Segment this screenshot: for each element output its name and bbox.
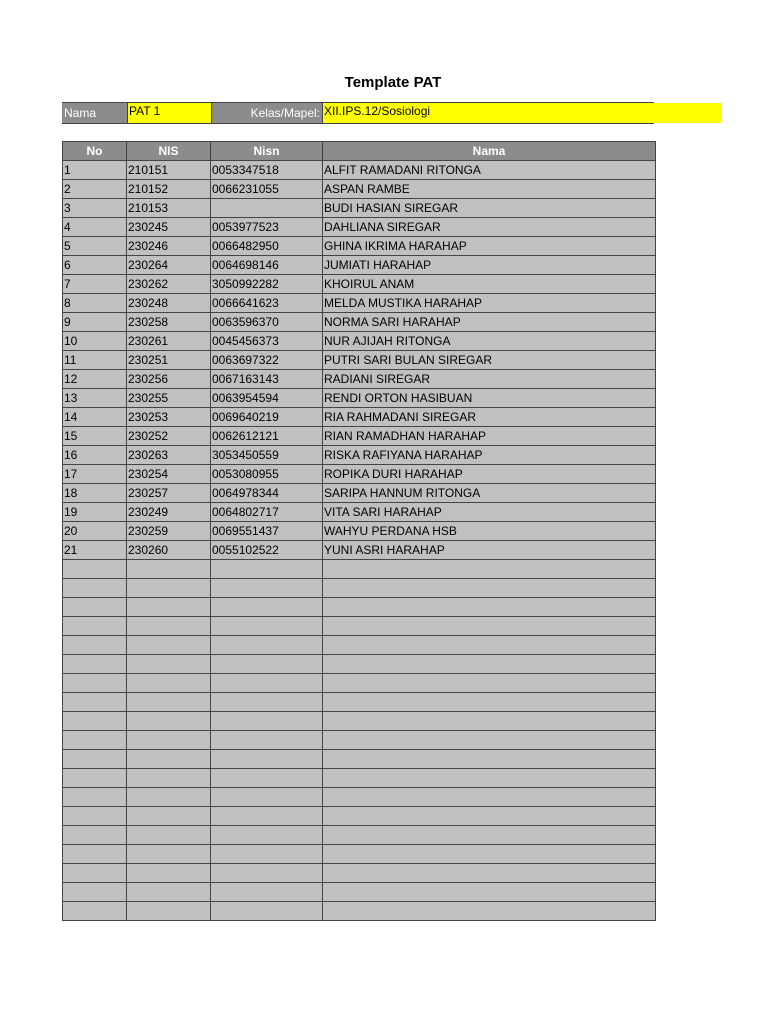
cell-no[interactable]: 14: [63, 408, 127, 427]
cell-nisn[interactable]: [211, 560, 323, 579]
cell-no[interactable]: [63, 693, 127, 712]
table-row: [63, 598, 656, 617]
cell-nama[interactable]: GHINA IKRIMA HARAHAP: [323, 237, 656, 256]
cell-nama[interactable]: [323, 864, 656, 883]
cell-nama[interactable]: [323, 655, 656, 674]
cell-nisn[interactable]: [211, 807, 323, 826]
cell-no[interactable]: [63, 674, 127, 693]
cell-nama[interactable]: [323, 560, 656, 579]
cell-no[interactable]: [63, 731, 127, 750]
cell-nama[interactable]: ALFIT RAMADANI RITONGA: [323, 161, 656, 180]
cell-nis[interactable]: [127, 883, 211, 902]
cell-nisn[interactable]: [211, 598, 323, 617]
cell-no[interactable]: [63, 883, 127, 902]
cell-nisn[interactable]: [211, 674, 323, 693]
cell-nis[interactable]: 210153: [127, 199, 211, 218]
table-row: [63, 883, 656, 902]
table-row: [63, 275, 656, 294]
table-row: [63, 427, 656, 446]
table-row: [63, 313, 656, 332]
cell-nama[interactable]: VITA SARI HARAHAP: [323, 503, 656, 522]
cell-nisn[interactable]: 0063954594: [211, 389, 323, 408]
cell-no[interactable]: [63, 826, 127, 845]
cell-nis[interactable]: [127, 693, 211, 712]
cell-nisn[interactable]: [211, 655, 323, 674]
cell-no[interactable]: 20: [63, 522, 127, 541]
cell-nisn[interactable]: 0063697322: [211, 351, 323, 370]
cell-no[interactable]: 4: [63, 218, 127, 237]
cell-nisn[interactable]: 0066641623: [211, 294, 323, 313]
cell-nisn[interactable]: [211, 902, 323, 921]
cell-nisn[interactable]: [211, 617, 323, 636]
cell-nama[interactable]: PUTRI SARI BULAN SIREGAR: [323, 351, 656, 370]
cell-nisn[interactable]: 0069640219: [211, 408, 323, 427]
cell-nis[interactable]: [127, 731, 211, 750]
table-row: [63, 294, 656, 313]
cell-nisn[interactable]: 0053347518: [211, 161, 323, 180]
cell-no[interactable]: [63, 636, 127, 655]
cell-nis[interactable]: 230258: [127, 313, 211, 332]
cell-nama[interactable]: RISKA RAFIYANA HARAHAP: [323, 446, 656, 465]
cell-no[interactable]: [63, 788, 127, 807]
cell-nis[interactable]: 230256: [127, 370, 211, 389]
cell-nisn[interactable]: [211, 693, 323, 712]
cell-nisn[interactable]: 0064978344: [211, 484, 323, 503]
cell-nisn[interactable]: [211, 712, 323, 731]
cell-nis[interactable]: [127, 845, 211, 864]
cell-nis[interactable]: [127, 807, 211, 826]
table-row: [63, 351, 656, 370]
cell-nama[interactable]: [323, 883, 656, 902]
cell-no[interactable]: [63, 655, 127, 674]
cell-nisn[interactable]: 0069551437: [211, 522, 323, 541]
cell-nis[interactable]: 210152: [127, 180, 211, 199]
cell-nis[interactable]: 230260: [127, 541, 211, 560]
cell-no[interactable]: 18: [63, 484, 127, 503]
table-row: [63, 199, 656, 218]
cell-nis[interactable]: [127, 636, 211, 655]
table-body: [63, 161, 656, 921]
cell-nisn[interactable]: 0066231055: [211, 180, 323, 199]
table-row: [63, 826, 656, 845]
cell-no[interactable]: [63, 769, 127, 788]
kelas-mapel-label: Kelas/Mapel:: [211, 103, 322, 123]
cell-nisn[interactable]: [211, 826, 323, 845]
cell-no[interactable]: 2: [63, 180, 127, 199]
cell-no[interactable]: 6: [63, 256, 127, 275]
table-header-row: [63, 142, 656, 161]
cell-nisn[interactable]: 0053977523: [211, 218, 323, 237]
cell-nis[interactable]: [127, 617, 211, 636]
cell-no[interactable]: [63, 560, 127, 579]
cell-nama[interactable]: NUR AJIJAH RITONGA: [323, 332, 656, 351]
table-row: [63, 522, 656, 541]
cell-nisn[interactable]: 0067163143: [211, 370, 323, 389]
cell-nisn[interactable]: 0064698146: [211, 256, 323, 275]
cell-no[interactable]: [63, 579, 127, 598]
cell-nis[interactable]: [127, 712, 211, 731]
cell-nama[interactable]: SARIPA HANNUM RITONGA: [323, 484, 656, 503]
cell-nama[interactable]: NORMA SARI HARAHAP: [323, 313, 656, 332]
cell-nisn[interactable]: 0066482950: [211, 237, 323, 256]
cell-no[interactable]: 12: [63, 370, 127, 389]
cell-nama[interactable]: MELDA MUSTIKA HARAHAP: [323, 294, 656, 313]
table-row: [63, 617, 656, 636]
cell-nama[interactable]: ROPIKA DURI HARAHAP: [323, 465, 656, 484]
table-row: [63, 864, 656, 883]
cell-nama[interactable]: [323, 845, 656, 864]
cell-no[interactable]: 21: [63, 541, 127, 560]
header-nisn[interactable]: Nisn: [211, 142, 323, 161]
cell-nis[interactable]: 230257: [127, 484, 211, 503]
cell-nama[interactable]: JUMIATI HARAHAP: [323, 256, 656, 275]
cell-nama[interactable]: [323, 579, 656, 598]
cell-nama[interactable]: [323, 826, 656, 845]
cell-nis[interactable]: 230263: [127, 446, 211, 465]
cell-no[interactable]: [63, 617, 127, 636]
cell-nama[interactable]: [323, 788, 656, 807]
cell-no[interactable]: [63, 750, 127, 769]
cell-nama[interactable]: DAHLIANA SIREGAR: [323, 218, 656, 237]
cell-nis[interactable]: [127, 826, 211, 845]
cell-nis[interactable]: 230253: [127, 408, 211, 427]
cell-nama[interactable]: [323, 617, 656, 636]
table-row: [63, 446, 656, 465]
cell-nama[interactable]: KHOIRUL ANAM: [323, 275, 656, 294]
cell-nisn[interactable]: [211, 788, 323, 807]
cell-nama[interactable]: [323, 674, 656, 693]
cell-nisn[interactable]: [211, 579, 323, 598]
table-row: [63, 579, 656, 598]
table-row: [63, 902, 656, 921]
info-row: [62, 102, 654, 124]
cell-nis[interactable]: 230248: [127, 294, 211, 313]
cell-nis[interactable]: [127, 579, 211, 598]
table-row: [63, 218, 656, 237]
cell-no[interactable]: [63, 902, 127, 921]
student-table: [62, 141, 656, 921]
cell-nisn[interactable]: 0053080955: [211, 465, 323, 484]
cell-nama[interactable]: WAHYU PERDANA HSB: [323, 522, 656, 541]
cell-nis[interactable]: 230252: [127, 427, 211, 446]
cell-nis[interactable]: 230259: [127, 522, 211, 541]
cell-nama[interactable]: [323, 731, 656, 750]
cell-nisn[interactable]: [211, 750, 323, 769]
table-row: [63, 750, 656, 769]
table-row: [63, 256, 656, 275]
cell-nisn[interactable]: [211, 731, 323, 750]
cell-nama[interactable]: [323, 769, 656, 788]
table-row: [63, 237, 656, 256]
cell-nisn[interactable]: [211, 864, 323, 883]
cell-nama[interactable]: ASPAN RAMBE: [323, 180, 656, 199]
nama-value-cell[interactable]: PAT 1: [127, 103, 211, 123]
cell-nisn[interactable]: 0064802717: [211, 503, 323, 522]
table-row: [63, 465, 656, 484]
cell-nisn[interactable]: 3053450559: [211, 446, 323, 465]
cell-nis[interactable]: [127, 674, 211, 693]
cell-nisn[interactable]: [211, 845, 323, 864]
cell-no[interactable]: [63, 598, 127, 617]
table-row: [63, 541, 656, 560]
cell-no[interactable]: 11: [63, 351, 127, 370]
table-row: [63, 503, 656, 522]
cell-nisn[interactable]: [211, 199, 323, 218]
cell-nama[interactable]: [323, 712, 656, 731]
cell-nis[interactable]: [127, 655, 211, 674]
cell-nisn[interactable]: 0063596370: [211, 313, 323, 332]
table-row: [63, 161, 656, 180]
kelas-mapel-value-cell[interactable]: XII.IPS.12/Sosiologi: [322, 103, 722, 123]
cell-nama[interactable]: [323, 902, 656, 921]
cell-nisn[interactable]: [211, 636, 323, 655]
cell-nis[interactable]: [127, 864, 211, 883]
cell-nama[interactable]: BUDI HASIAN SIREGAR: [323, 199, 656, 218]
cell-no[interactable]: 5: [63, 237, 127, 256]
table-row: [63, 389, 656, 408]
cell-nis[interactable]: 230245: [127, 218, 211, 237]
cell-nis[interactable]: 230246: [127, 237, 211, 256]
table-row: [63, 731, 656, 750]
cell-no[interactable]: 10: [63, 332, 127, 351]
table-row: [63, 655, 656, 674]
table-row: [63, 712, 656, 731]
cell-no[interactable]: 8: [63, 294, 127, 313]
cell-no[interactable]: 7: [63, 275, 127, 294]
cell-nis[interactable]: 230249: [127, 503, 211, 522]
cell-no[interactable]: [63, 864, 127, 883]
cell-nis[interactable]: [127, 788, 211, 807]
cell-nisn[interactable]: [211, 883, 323, 902]
cell-no[interactable]: 19: [63, 503, 127, 522]
cell-no[interactable]: 15: [63, 427, 127, 446]
cell-no[interactable]: 16: [63, 446, 127, 465]
table-row: [63, 674, 656, 693]
cell-nama[interactable]: RIAN RAMADHAN HARAHAP: [323, 427, 656, 446]
cell-nis[interactable]: [127, 560, 211, 579]
cell-nis[interactable]: [127, 750, 211, 769]
nama-label: Nama: [62, 103, 127, 123]
header-no[interactable]: No: [63, 142, 127, 161]
table-row: [63, 788, 656, 807]
cell-no[interactable]: 3: [63, 199, 127, 218]
header-nama[interactable]: Nama: [323, 142, 656, 161]
cell-nisn[interactable]: 0062612121: [211, 427, 323, 446]
cell-nisn[interactable]: 0055102522: [211, 541, 323, 560]
table-row: [63, 180, 656, 199]
cell-nis[interactable]: 230251: [127, 351, 211, 370]
cell-no[interactable]: 17: [63, 465, 127, 484]
cell-nama[interactable]: YUNI ASRI HARAHAP: [323, 541, 656, 560]
table-row: [63, 693, 656, 712]
cell-nis[interactable]: 210151: [127, 161, 211, 180]
table-row: [63, 769, 656, 788]
cell-no[interactable]: [63, 845, 127, 864]
cell-nama[interactable]: [323, 636, 656, 655]
cell-nis[interactable]: [127, 902, 211, 921]
cell-no[interactable]: 13: [63, 389, 127, 408]
cell-nama[interactable]: RADIANI SIREGAR: [323, 370, 656, 389]
cell-nis[interactable]: 230254: [127, 465, 211, 484]
cell-nis[interactable]: 230255: [127, 389, 211, 408]
table-row: [63, 845, 656, 864]
cell-nama[interactable]: [323, 807, 656, 826]
cell-no[interactable]: 1: [63, 161, 127, 180]
cell-no[interactable]: [63, 712, 127, 731]
cell-nama[interactable]: RIA RAHMADANI SIREGAR: [323, 408, 656, 427]
cell-nama[interactable]: [323, 693, 656, 712]
cell-nis[interactable]: [127, 769, 211, 788]
cell-nama[interactable]: RENDI ORTON HASIBUAN: [323, 389, 656, 408]
table-row: [63, 807, 656, 826]
table-row: [63, 636, 656, 655]
cell-nisn[interactable]: [211, 769, 323, 788]
cell-no[interactable]: 9: [63, 313, 127, 332]
page-title: Template PAT: [344, 74, 442, 91]
cell-nisn[interactable]: 0045456373: [211, 332, 323, 351]
header-nis[interactable]: NIS: [127, 142, 211, 161]
cell-nisn[interactable]: 3050992282: [211, 275, 323, 294]
cell-nis[interactable]: 230261: [127, 332, 211, 351]
table-row: [63, 332, 656, 351]
table-row: [63, 408, 656, 427]
cell-nis[interactable]: [127, 598, 211, 617]
cell-nama[interactable]: [323, 750, 656, 769]
cell-nama[interactable]: [323, 598, 656, 617]
table-row: [63, 370, 656, 389]
cell-no[interactable]: [63, 807, 127, 826]
table-row: [63, 560, 656, 579]
cell-nis[interactable]: 230262: [127, 275, 211, 294]
table-row: [63, 484, 656, 503]
cell-nis[interactable]: 230264: [127, 256, 211, 275]
